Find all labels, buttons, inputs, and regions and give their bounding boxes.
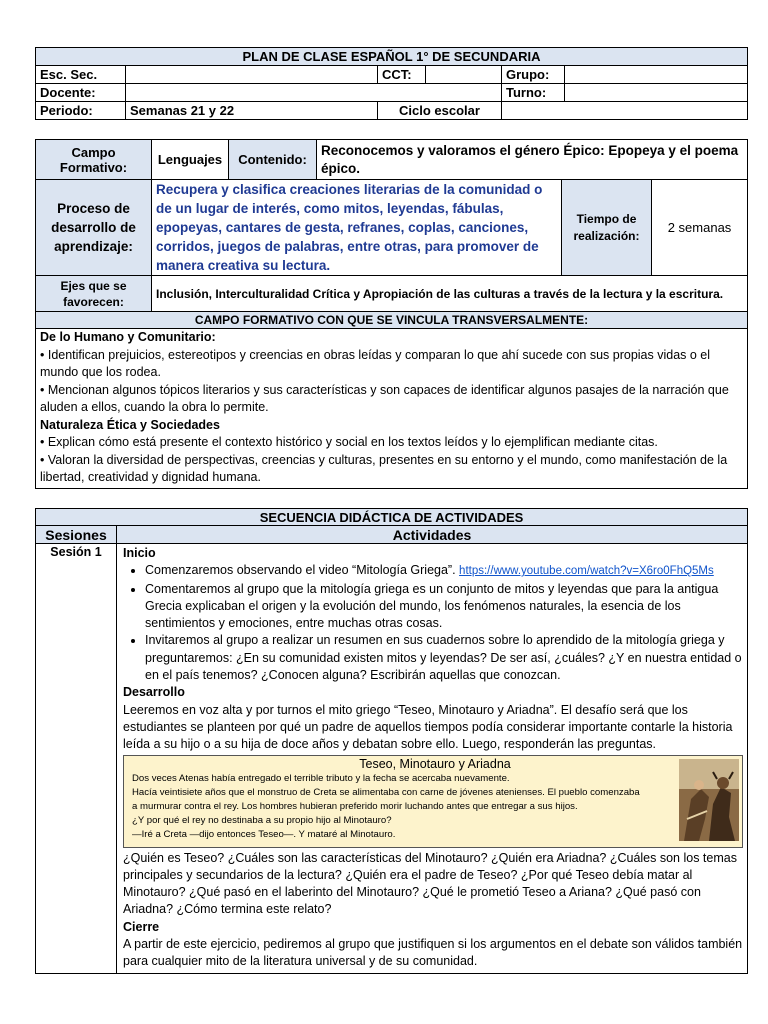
plan-title: PLAN DE CLASE ESPAÑOL 1° DE SECUNDARIA [36,48,748,66]
session-label: Sesión 1 [36,544,117,974]
docente-label: Docente: [36,84,126,102]
inicio-list [123,562,743,684]
story-line: —Iré a Creta —dijo entonces Teseo—. Y mataré al Minotauro. [132,828,396,840]
transversal-header: CAMPO FORMATIVO CON QUE SE VINCULA TRANSVERSALMENTE: [36,312,748,329]
cct-value [426,66,502,84]
story-line: ¿Y por qué el rey no destinaba a su propio hijo al Minotauro? [132,814,392,826]
story-box [123,755,743,848]
ejes-value: Inclusión, Interculturalidad Crítica y Apropiación de las culturas a través de la lectura y la escritura. [152,276,748,312]
etica-heading: Naturaleza Ética y Sociedades [40,417,220,432]
pda-label: Proceso de desarrollo de aprendizaje: [36,180,152,276]
ciclo-value [502,102,748,120]
story-line: Hacía veintisiete años que el monstruo de Creta se alimentaba con carne de jóvenes atenienses. El pueblo comenzaba [132,786,640,798]
contenido-value: Reconocemos y valoramos el género Épico: Epopeya y el poema épico. [317,140,748,180]
humano-item-2: • Mencionan algunos tópicos literarios y sus características y son capaces de identificar algunos pasajes de la narración que aluden a ellos, cuando la obra lo permite. [40,382,729,414]
secuencia-table [35,508,748,974]
tiempo-label: Tiempo de realización: [562,180,652,276]
docente-value [126,84,502,102]
ejes-label: Ejes que se favorecen: [36,276,152,312]
video-link[interactable]: https://www.youtube.com/watch?v=X6ro0FhQ5Ms [459,565,714,578]
turno-value [565,84,748,102]
col-actividades: Actividades [117,526,748,544]
grupo-value [565,66,748,84]
tiempo-value: 2 semanas [652,180,748,276]
list-item [145,562,743,580]
periodo-value: Semanas 21 y 22 [126,102,378,120]
list-item: • Invitaremos al grupo a realizar un resumen en sus cuadernos sobre lo aprendido de la mitología griega y preguntaremos: ¿En su comunidad existen mitos y leyendas? De ser así, ¿cuáles? ¿Y en nuestra entidad o en el país tenemos? ¿Conocen alguna? Escribirán aquellas que conozcan. [145,632,743,684]
etica-item-2: • Valoran la diversidad de perspectivas, creencias y culturas, presentes en su entorno y el mundo, como manifestación de la libertad, creatividad y dignidad humana. [40,452,728,484]
story-line: Dos veces Atenas había entregado el terrible tributo y la fecha se acercaba nuevamente. [132,772,510,784]
story-title: Teseo, Minotauro y Ariadna [359,756,511,771]
inicio-heading: Inicio [123,546,156,560]
cierre-heading: Cierre [123,919,160,934]
session-activities [117,544,748,974]
pda-value: Recupera y clasifica creaciones literarias de la comunidad o de un lugar de interés, como mitos, leyendas, fábulas, epopeyas, cantares de gesta, refranes, coplas, canciones, corridos, juegos de palabras, entre otras, para promover de manera creativa su lectura. [152,180,562,276]
esc-label: Esc. Sec. [36,66,126,84]
humano-item-1: • Identifican prejuicios, estereotipos y creencias en obras leídas y comparan lo que ahí sucede con sus propias vidas o el mundo que los rodea. [40,347,711,379]
etica-item-1: • Explican cómo está presente el contexto histórico y social en los textos leídos y lo ejemplifican mediante citas. [40,435,658,449]
humano-heading: De lo Humano y Comunitario: [40,330,216,344]
inicio-item-1-text: Comenzaremos observando el video “Mitología Griega”. [145,563,460,578]
col-sesiones: Sesiones [36,526,117,544]
preguntas-text: ¿Quién es Teseo? ¿Cuáles son las características del Minotauro? ¿Quién era Ariadna? ¿Cuáles son los temas principales y secundarios de la lectura? ¿Quién era el padre de Teseo? ¿Por qué Teseo debía matar al Minotauro? ¿Qué pasó en el laberinto del Minotauro? ¿Qué le prometió Teseo a Ariana? ¿Qué pasó con Ariadna? ¿Cómo termina este relato? [123,850,737,917]
cierre-text: A partir de este ejercicio, pediremos al grupo que justifiquen si los argumentos en el debate son válidos también para cualquier mito de la literatura universal y de su comunidad. [123,937,743,969]
desarrollo-text: Leeremos en voz alta y por turnos el mito griego “Teseo, Minotauro y Ariadna”. El desafío será que los estudiantes se planteen por qué un padre de aquellos tiempos podía considerar importante contarle la historia leída a su hijo o a su hija de doce años y debatan sobre ello. Luego, responderán las preguntas. [123,702,733,752]
story-line: a murmurar contra el rey. Los hombres hubieran preferido morir luchando antes que entregar a sus hijos. [132,800,578,812]
turno-label: Turno: [502,84,565,102]
ciclo-label: Ciclo escolar [378,102,502,120]
transversal-content [36,329,748,489]
periodo-label: Periodo: [36,102,126,120]
secuencia-title: SECUENCIA DIDÁCTICA DE ACTIVIDADES [36,509,748,526]
campo-table [35,139,748,489]
esc-value [126,66,378,84]
campo-value: Lenguajes [152,140,229,180]
plan-header-table [35,47,748,120]
minotaur-painting-image [679,759,739,841]
grupo-label: Grupo: [502,66,565,84]
campo-label: Campo Formativo: [36,140,152,180]
list-item: • Comentaremos al grupo que la mitología griega es un conjunto de mitos y leyendas que para la antigua Grecia explicaban el origen y la evolución del mundo, los fenómenos naturales, la esencia de los sentimientos y emociones, entre muchas otras cosas. [145,581,743,633]
contenido-label: Contenido: [229,140,317,180]
desarrollo-heading: Desarrollo [123,685,185,700]
cct-label: CCT: [378,66,426,84]
